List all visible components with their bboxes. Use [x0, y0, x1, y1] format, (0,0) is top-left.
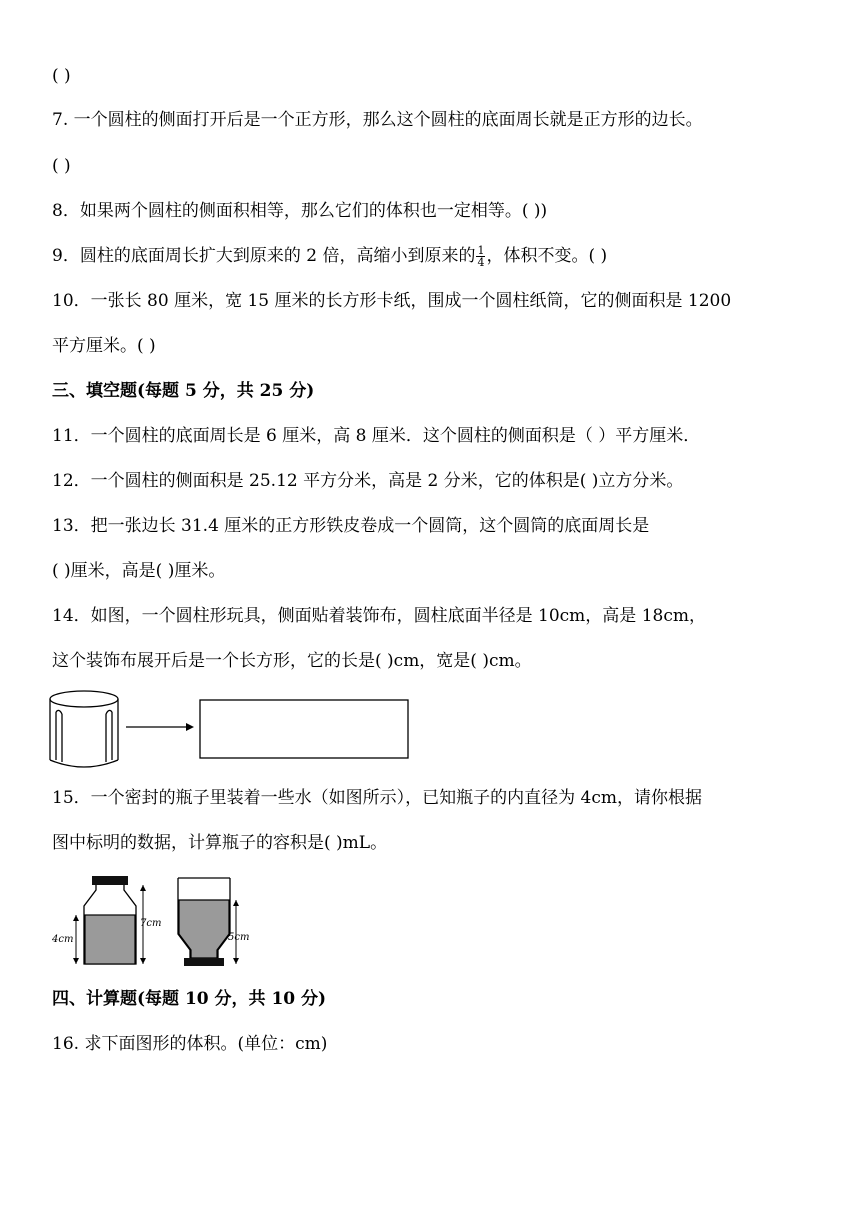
section-4-heading: 四、计算题(每题 10 分，共 10 分): [52, 989, 327, 1009]
cylinder-bottom-arc: [50, 760, 118, 767]
fraction-one-quarter: [476, 245, 485, 268]
question-13-cont: ( )厘米，高是( )厘米。: [52, 561, 226, 581]
inverted-water: [179, 900, 229, 958]
question-10-cont: 平方厘米。( ): [52, 336, 156, 356]
question-9-text: 9．圆柱的底面周长扩大到原来的 2 倍，高缩小到原来的: [52, 246, 476, 266]
bottle-cap: [92, 876, 128, 885]
upright-water: [85, 915, 135, 964]
question-9-tail: ，体积不变。( ): [486, 246, 608, 266]
answer-blank-line: ( ): [52, 66, 71, 86]
question-14: 14．如图，一个圆柱形玩具，侧面贴着装饰布，圆柱底面半径是 10cm，高是 18cm，: [52, 606, 706, 626]
question-14-cont: 这个装饰布展开后是一个长方形，它的长是( )cm，宽是( )cm。: [52, 651, 532, 671]
question-9: [52, 244, 607, 268]
cylinder-unroll-figure: [44, 688, 414, 774]
question-15-cont: 图中标明的数据，计算瓶子的容积是( )mL。: [52, 833, 388, 853]
question-11: 11．一个圆柱的底面周长是 6 厘米，高 8 厘米．这个圆柱的侧面积是（ ）平方厘米．: [52, 426, 701, 446]
question-12: 12．一个圆柱的侧面积是 25.12 平方分米，高是 2 分米，它的体积是( )立方分米。: [52, 471, 684, 491]
air-height-label: 5cm: [228, 932, 250, 943]
question-13: 13．把一张边长 31.4 厘米的正方形铁皮卷成一个圆筒，这个圆筒的底面周长是: [52, 516, 650, 536]
water-height-label: 4cm: [52, 934, 74, 945]
total-height-label: 7cm: [140, 918, 162, 929]
fraction-denominator: 4: [477, 256, 485, 269]
fraction-numerator: 1: [477, 244, 485, 257]
unrolled-rectangle: [200, 700, 408, 758]
question-8: 8．如果两个圆柱的侧面积相等，那么它们的体积也一定相等。( )): [52, 201, 548, 221]
inverted-bottle-cap: [184, 958, 224, 966]
question-10: 10．一张长 80 厘米，宽 15 厘米的长方形卡纸，围成一个圆柱纸筒，它的侧面积是 1200: [52, 291, 732, 311]
section-3-heading: 三、填空题(每题 5 分，共 25 分): [52, 381, 315, 401]
arrow-head: [186, 723, 194, 731]
cylinder-top-ellipse: [50, 691, 118, 707]
question-7: 7. 一个圆柱的侧面打开后是一个正方形，那么这个圆柱的底面周长就是正方形的边长。: [52, 110, 703, 130]
question-7-blank: ( ): [52, 156, 71, 176]
question-16: 16. 求下面图形的体积。(单位：cm): [52, 1034, 328, 1054]
question-15: 15．一个密封的瓶子里装着一些水（如图所示），已知瓶子的内直径为 4cm，请你根据: [52, 788, 702, 808]
bottle-figure: [50, 870, 260, 972]
